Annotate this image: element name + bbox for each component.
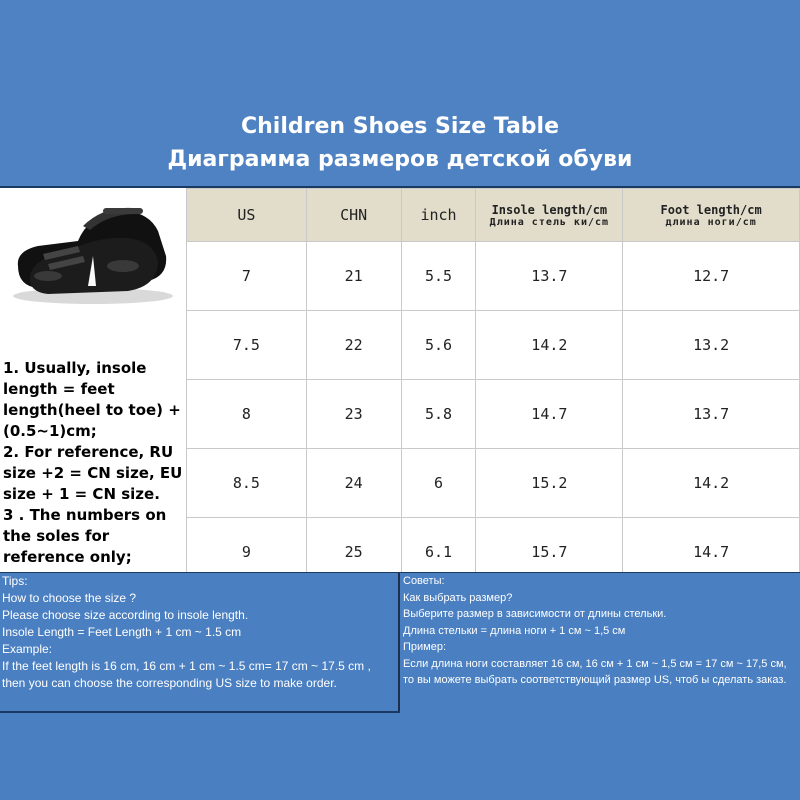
cell-chn: 22	[306, 311, 401, 380]
cell-foot: 13.7	[623, 380, 800, 449]
cell-chn: 23	[306, 380, 401, 449]
cell-inch: 6.1	[401, 518, 476, 587]
header-foot	[623, 189, 800, 242]
tips-en-line: How to choose the size ?	[2, 591, 137, 605]
size-table	[186, 188, 800, 587]
tips-divider	[398, 573, 400, 713]
divider-line-bottom	[0, 711, 400, 713]
header-insole-ru: Длина стель ки/cm	[489, 216, 610, 228]
tips-en-line: Tips:	[2, 574, 28, 588]
cell-inch: 5.5	[401, 242, 476, 311]
tips-panel	[0, 573, 800, 711]
cell-foot: 13.2	[623, 311, 800, 380]
title-russian: Диаграмма размеров детской обуви	[167, 147, 633, 172]
cell-insole: 15.7	[476, 518, 623, 587]
header-insole	[476, 189, 623, 242]
cell-foot: 14.2	[623, 449, 800, 518]
cell-inch: 6	[401, 449, 476, 518]
tips-en-line: Example:	[2, 642, 53, 656]
tips-en-line: If the feet length is 16 cm, 16 cm + 1 cm ~ 1.5 cm= 17 cm ~ 17.5 cm , then you can choose the corresponding US size to make order.	[2, 659, 371, 690]
tips-ru-line: Длина стельки = длина ноги + 1 см ~ 1,5 см	[403, 624, 626, 637]
table-header-row	[187, 189, 800, 242]
cell-us: 8	[187, 380, 307, 449]
tips-ru-line: Советы:	[403, 575, 445, 587]
cell-chn: 21	[306, 242, 401, 311]
title-english: Children Shoes Size Table	[240, 114, 560, 139]
table-row	[187, 242, 800, 311]
left-column	[0, 188, 186, 573]
size-notes	[3, 358, 186, 568]
tips-russian	[403, 573, 800, 689]
cell-us: 8.5	[187, 449, 307, 518]
header-us: US	[187, 189, 307, 242]
header-foot-en: Foot length/cm	[660, 202, 762, 217]
cell-insole: 13.7	[476, 242, 623, 311]
cell-us: 9	[187, 518, 307, 587]
shoe-image	[8, 196, 178, 306]
header-insole-en: Insole length/cm	[491, 202, 608, 217]
cell-chn: 25	[306, 518, 401, 587]
note-3: 3 . The numbers on the soles for reference only;	[3, 506, 167, 566]
cell-inch: 5.6	[401, 311, 476, 380]
main-panel	[0, 188, 800, 573]
tips-en-line: Please choose size according to insole length.	[2, 608, 249, 622]
table-row	[187, 311, 800, 380]
cell-insole: 14.2	[476, 311, 623, 380]
cell-foot: 12.7	[623, 242, 800, 311]
cell-us: 7.5	[187, 311, 307, 380]
cell-foot: 14.7	[623, 518, 800, 587]
table-row	[187, 449, 800, 518]
table-row	[187, 380, 800, 449]
cell-insole: 15.2	[476, 449, 623, 518]
tips-ru-line: Выберите размер в зависимости от длины стельки.	[403, 608, 667, 620]
note-1: 1. Usually, insole length = feet length(heel to toe) + (0.5~1)cm;	[3, 359, 181, 440]
header-inch: inch	[401, 189, 476, 242]
tips-ru-line: Если длина ноги составляет 16 см, 16 см + 1 см ~ 1,5 см = 17 см ~ 17,5 см, то вы можете выбрать соответствующий размер US, чтоб ы сделать заказ.	[403, 657, 787, 686]
tips-ru-line: Как выбрать размер?	[403, 591, 513, 604]
tips-ru-line: Пример:	[403, 641, 447, 653]
note-2: 2. For reference, RU size +2 = CN size, EU size + 1 = CN size.	[3, 443, 183, 503]
header-foot-ru: длина ноги/cm	[665, 216, 757, 228]
cell-chn: 24	[306, 449, 401, 518]
cell-insole: 14.7	[476, 380, 623, 449]
cell-inch: 5.8	[401, 380, 476, 449]
tips-english	[2, 573, 394, 692]
tips-en-line: Insole Length = Feet Length + 1 cm ~ 1.5 cm	[2, 625, 242, 639]
cell-us: 7	[187, 242, 307, 311]
header-chn: CHN	[306, 189, 401, 242]
